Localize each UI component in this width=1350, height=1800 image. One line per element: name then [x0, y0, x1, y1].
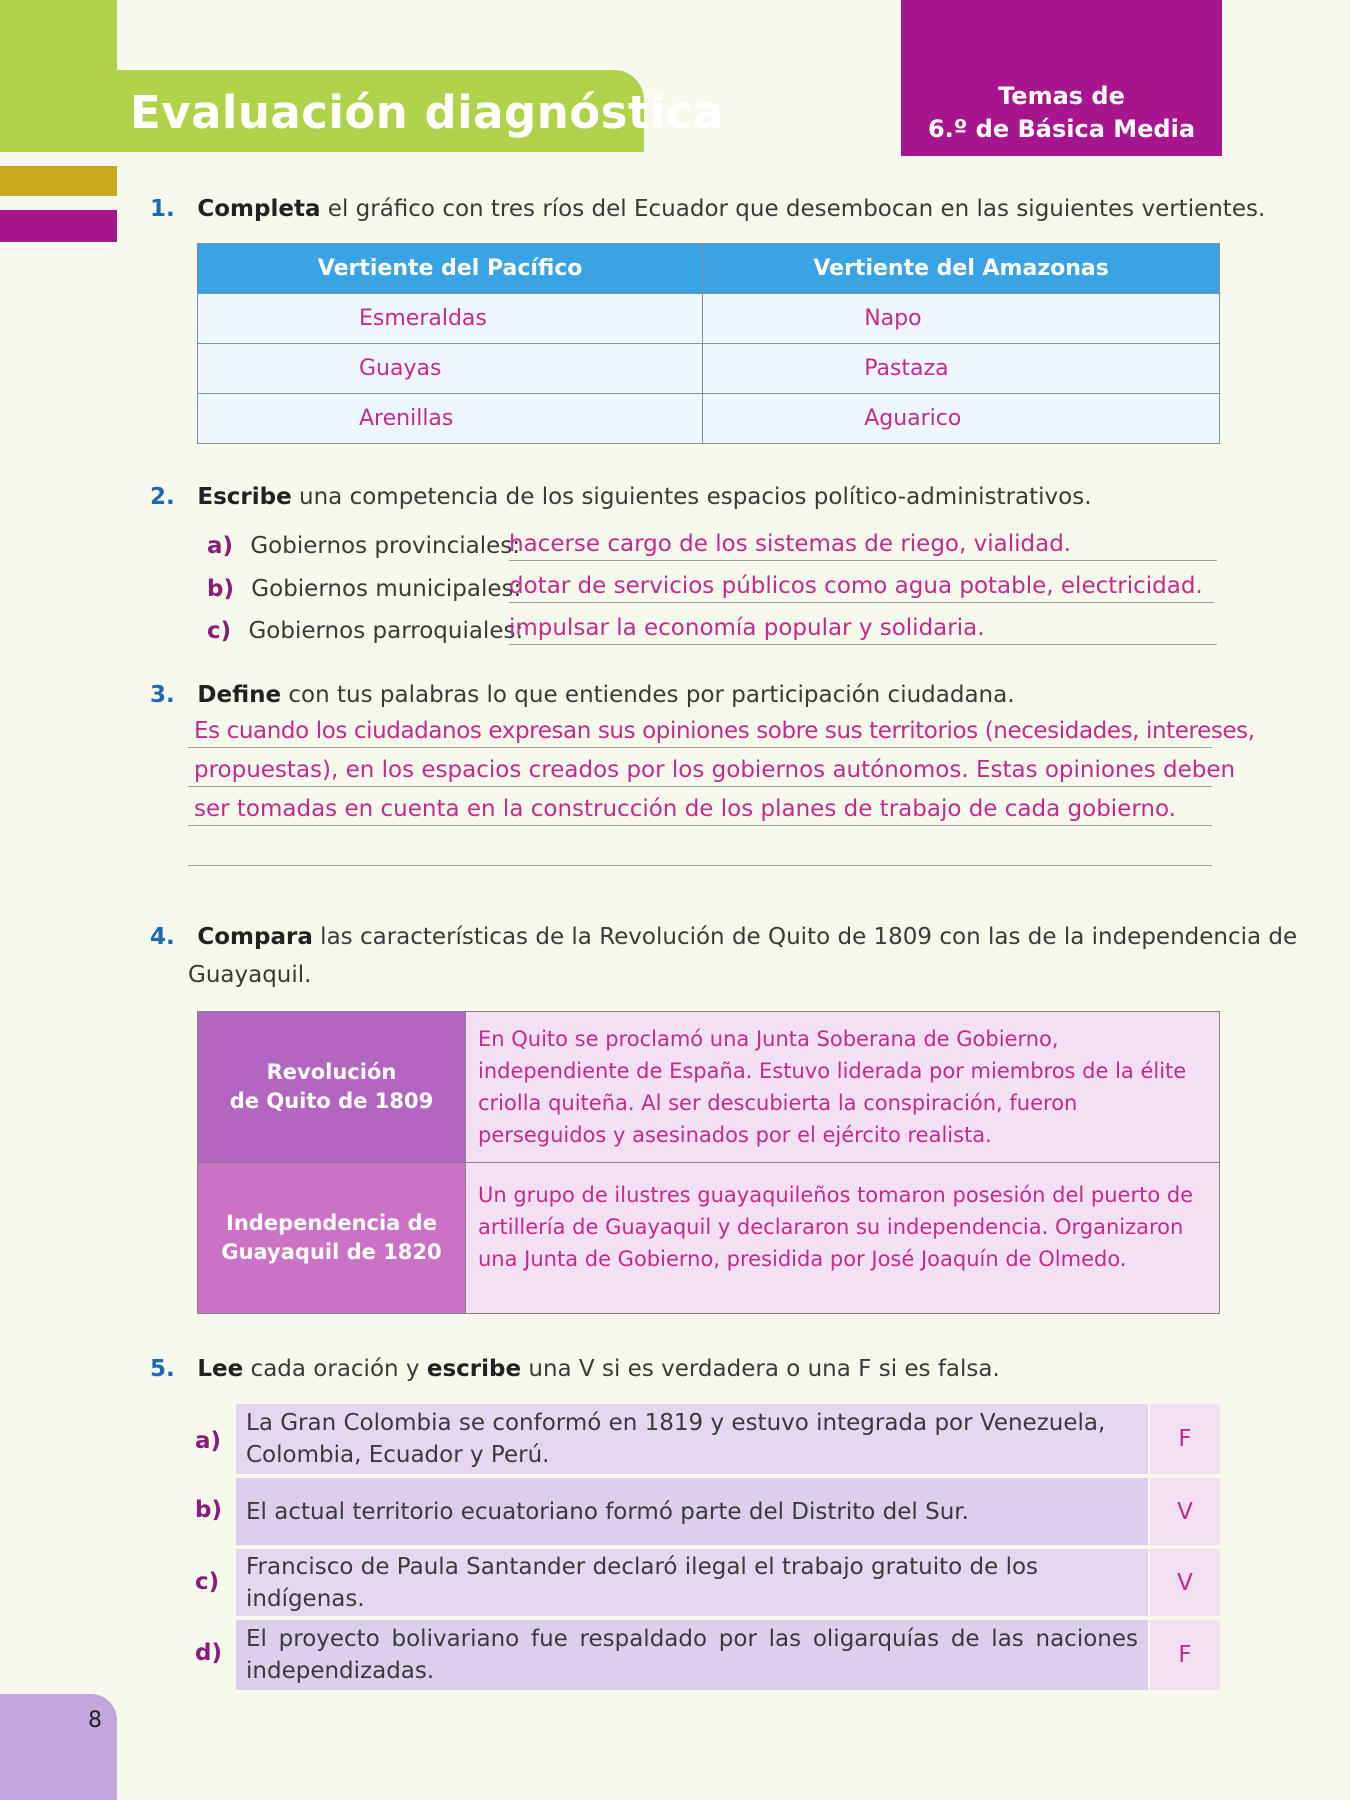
statement-a — [236, 1404, 1148, 1474]
item-letter: c) — [207, 618, 232, 644]
statement-d — [236, 1620, 1148, 1690]
definition-line-3[interactable]: ser tomadas en cuenta en la construcción de los planes de trabajo de cada gobierno. — [188, 796, 1212, 826]
question-2 — [150, 484, 1092, 510]
question-verb: Lee — [197, 1356, 244, 1382]
true-false-answer-a[interactable]: F — [1150, 1404, 1220, 1474]
item-label: Gobiernos provinciales: — [250, 533, 520, 559]
page-title: Evaluación diagnóstica — [130, 86, 724, 139]
title-banner-edge-lower — [0, 72, 117, 152]
true-false-answer-b[interactable]: V — [1150, 1478, 1220, 1545]
statement-text: La Gran Colombia se conformó en 1819 y estuvo integrada por Venezuela, Colombia, Ecuador y Perú. — [246, 1410, 1106, 1468]
badge-line-2: 6.º de Básica Media — [927, 115, 1196, 143]
question-verb: Define — [197, 682, 282, 708]
question-text: una V si es verdadera o una F si es falsa. — [521, 1356, 1000, 1382]
statement-text: Francisco de Paula Santander declaró ilegal el trabajo gratuito de los indígenas. — [246, 1553, 1039, 1612]
question-text: una competencia de los siguientes espacios político-administrativos. — [291, 484, 1092, 510]
row-header-line: Revolución — [266, 1060, 397, 1084]
question-4 — [150, 918, 1297, 994]
table-row — [198, 1163, 1220, 1314]
answer-line-a[interactable]: hacerse cargo de los sistemas de riego, vialidad. — [509, 531, 1217, 561]
row-header-line: Independencia de — [226, 1211, 437, 1235]
competence-item-a — [207, 533, 520, 559]
item-letter: a) — [195, 1428, 222, 1454]
badge-line-1: Temas de — [998, 82, 1125, 110]
grade-badge — [901, 0, 1222, 156]
question-verb: escribe — [426, 1356, 522, 1382]
answer-cell[interactable]: Arenillas — [198, 394, 703, 444]
question-text: con tus palabras lo que entiendes por participación ciudadana. — [281, 682, 1015, 708]
question-5 — [150, 1356, 1000, 1382]
statement-b — [236, 1478, 1148, 1545]
item-letter: a) — [207, 533, 234, 559]
row-header-guayaquil — [198, 1163, 466, 1314]
item-letter: b) — [207, 576, 234, 602]
row-header-quito — [198, 1012, 466, 1163]
table-row — [198, 344, 1220, 394]
statement-c — [236, 1549, 1148, 1616]
item-letter: b) — [195, 1497, 222, 1523]
item-letter: d) — [195, 1640, 222, 1666]
question-3 — [150, 682, 1015, 708]
row-header-line: de Quito de 1809 — [229, 1089, 434, 1113]
answer-cell[interactable]: Pastaza — [703, 344, 1220, 394]
answer-cell[interactable]: Aguarico — [703, 394, 1220, 444]
comparison-table — [197, 1011, 1220, 1314]
answer-cell[interactable]: Napo — [703, 294, 1220, 344]
question-text-continued: Guayaquil. — [188, 962, 312, 988]
answer-cell[interactable]: Esmeraldas — [198, 294, 703, 344]
table-row — [198, 294, 1220, 344]
true-false-answer-c[interactable]: V — [1150, 1549, 1220, 1616]
definition-line-2[interactable]: propuestas), en los espacios creados por los gobiernos autónomos. Estas opiniones deben — [188, 757, 1212, 787]
table-header-row — [198, 244, 1220, 294]
table-row — [198, 394, 1220, 444]
title-banner-edge — [0, 0, 117, 72]
answer-line-b[interactable]: dotar de servicios públicos como agua potable, electricidad. — [509, 573, 1214, 603]
item-letter: c) — [195, 1569, 220, 1595]
question-verb: Escribe — [197, 484, 292, 510]
answer-cell-guayaquil[interactable]: Un grupo de ilustres guayaquileños tomaron posesión del puerto de artillería de Guayaquil y declararon su independencia. Organizaron una Junta de Gobierno, presidida por José Joaquín de Olmedo. — [466, 1163, 1220, 1314]
question-text: las características de la Revolución de Quito de 1809 con las de la independencia de — [312, 924, 1298, 950]
answer-line-c[interactable]: impulsar la economía popular y solidaria. — [509, 615, 1217, 645]
decorative-stripe-gold — [0, 166, 117, 196]
question-number: 1. — [150, 196, 175, 222]
statement-text: El proyecto bolivariano fue respaldado por las oligarquías de las naciones independizadas. — [246, 1626, 1138, 1684]
true-false-answer-d[interactable]: F — [1150, 1620, 1220, 1690]
competence-item-b — [207, 576, 521, 602]
column-header-amazon: Vertiente del Amazonas — [703, 244, 1220, 294]
definition-line-1[interactable]: Es cuando los ciudadanos expresan sus opiniones sobre sus territorios (necesidades, intereses, — [188, 718, 1212, 748]
question-verb: Compara — [197, 924, 313, 950]
question-number: 4. — [150, 924, 175, 950]
row-header-line: Guayaquil de 1820 — [221, 1240, 442, 1264]
question-1 — [150, 196, 1265, 222]
item-label: Gobiernos parroquiales: — [248, 618, 524, 644]
item-label: Gobiernos municipales: — [251, 576, 522, 602]
definition-line-4[interactable] — [188, 836, 1212, 866]
page-number: 8 — [88, 1708, 102, 1733]
question-text: el gráfico con tres ríos del Ecuador que desembocan en las siguientes vertientes. — [320, 196, 1266, 222]
table-row — [198, 1012, 1220, 1163]
question-number: 2. — [150, 484, 175, 510]
question-number: 3. — [150, 682, 175, 708]
answer-cell[interactable]: Guayas — [198, 344, 703, 394]
statement-text: El actual territorio ecuatoriano formó parte del Distrito del Sur. — [246, 1498, 969, 1525]
question-number: 5. — [150, 1356, 175, 1382]
decorative-stripe-magenta — [0, 210, 117, 242]
column-header-pacific: Vertiente del Pacífico — [198, 244, 703, 294]
rivers-table — [197, 243, 1220, 444]
question-verb: Completa — [197, 196, 321, 222]
question-text: cada oración y — [243, 1356, 427, 1382]
competence-item-c — [207, 618, 523, 644]
answer-cell-quito[interactable]: En Quito se proclamó una Junta Soberana de Gobierno, independiente de España. Estuvo liderada por miembros de la élite criolla quiteña. Al ser descubierta la conspiración, fueron perseguidos y asesinados por el ejército realista. — [466, 1012, 1220, 1163]
